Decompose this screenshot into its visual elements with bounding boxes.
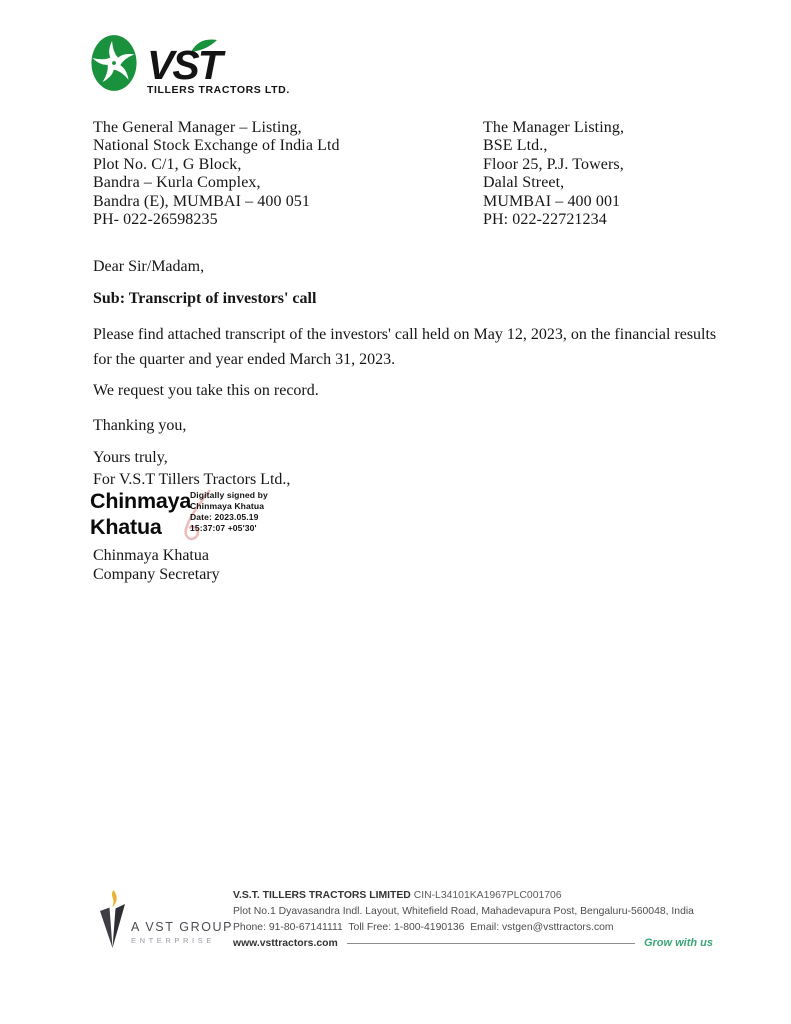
address-line: Bandra (E), MUMBAI – 400 051 [93,192,310,210]
signature-name-line: Khatua [90,515,162,539]
brand-text: VST [147,42,221,83]
group-name: A VST GROUP [131,920,234,934]
logo-tagline: TILLERS TRACTORS LTD. [147,84,290,96]
signature-details [190,490,268,534]
subject-line: Sub: Transcript of investors' call [93,290,317,307]
company-cin-line [233,888,713,904]
address-line: Floor 25, P.J. Towers, [483,155,624,173]
group-subtitle: ENTERPRISE [131,936,215,945]
signature-detail-line: 15:37:07 +05'30' [190,523,257,533]
company-contact: Phone: 91-80-67141111 Toll Free: 1-800-4190136 Email: vstgen@vsttractors.com [233,922,614,933]
company-address: Plot No.1 Dyavasandra Indl. Layout, Whitefield Road, Mahadevapura Post, Bengaluru-560048, India [233,906,694,917]
address-line: Bandra – Kurla Complex, [93,174,261,192]
record-request-line: We request you take this on record. [93,382,319,399]
thanking-line: Thanking you, [93,417,187,434]
recipient-bse [483,119,624,229]
company-name: V.S.T. TILLERS TRACTORS LIMITED [233,890,411,901]
address-line: MUMBAI – 400 001 [483,192,621,210]
signer-title: Company Secretary [93,566,220,583]
footer-company-info [233,888,713,949]
vst-roundel-icon [90,33,138,93]
address-line: National Stock Exchange of India Ltd [93,137,340,155]
website-link[interactable]: www.vsttractors.com [233,937,338,949]
address-line: The Manager Listing, [483,119,625,136]
closing-block [93,447,290,491]
signature-detail-line: Digitally signed by [190,490,268,500]
signer-block [93,546,220,584]
footer-divider [347,943,635,944]
digital-signature-stamp [90,487,380,547]
slogan-text: Grow with us [643,937,713,949]
group-enterprise-label [131,920,233,945]
company-for-line: For V.S.T Tillers Tractors Ltd., [93,471,291,488]
body-paragraph: Please find attached transcript of the investors' call held on May 12, 2023, on the financial results for the quarter and year ended March 31, 2023. [93,326,717,368]
vst-wordmark [147,39,265,83]
address-line: The General Manager – Listing, [93,119,302,136]
address-line: Dalal Street, [483,174,565,192]
address-line: Plot No. C/1, G Block, [93,155,242,173]
torch-icon [99,890,126,950]
signature-detail-line: Date: 2023.05.19 [190,512,259,522]
salutation: Dear Sir/Madam, [93,258,205,275]
address-line: PH: 022-22721234 [483,211,607,229]
recipient-nse [93,119,340,229]
website-row [233,937,713,949]
company-cin: CIN-L34101KA1967PLC001706 [410,890,562,901]
company-logo [90,33,290,96]
signature-name [90,488,191,540]
signature-name-line: Chinmaya [90,489,192,513]
closing-line: Yours truly, [93,449,168,466]
address-line: BSE Ltd., [483,137,548,155]
address-line: PH- 022-26598235 [93,211,218,229]
signature-detail-line: Chinmaya Khatua [190,501,265,511]
signer-name: Chinmaya Khatua [93,547,209,564]
